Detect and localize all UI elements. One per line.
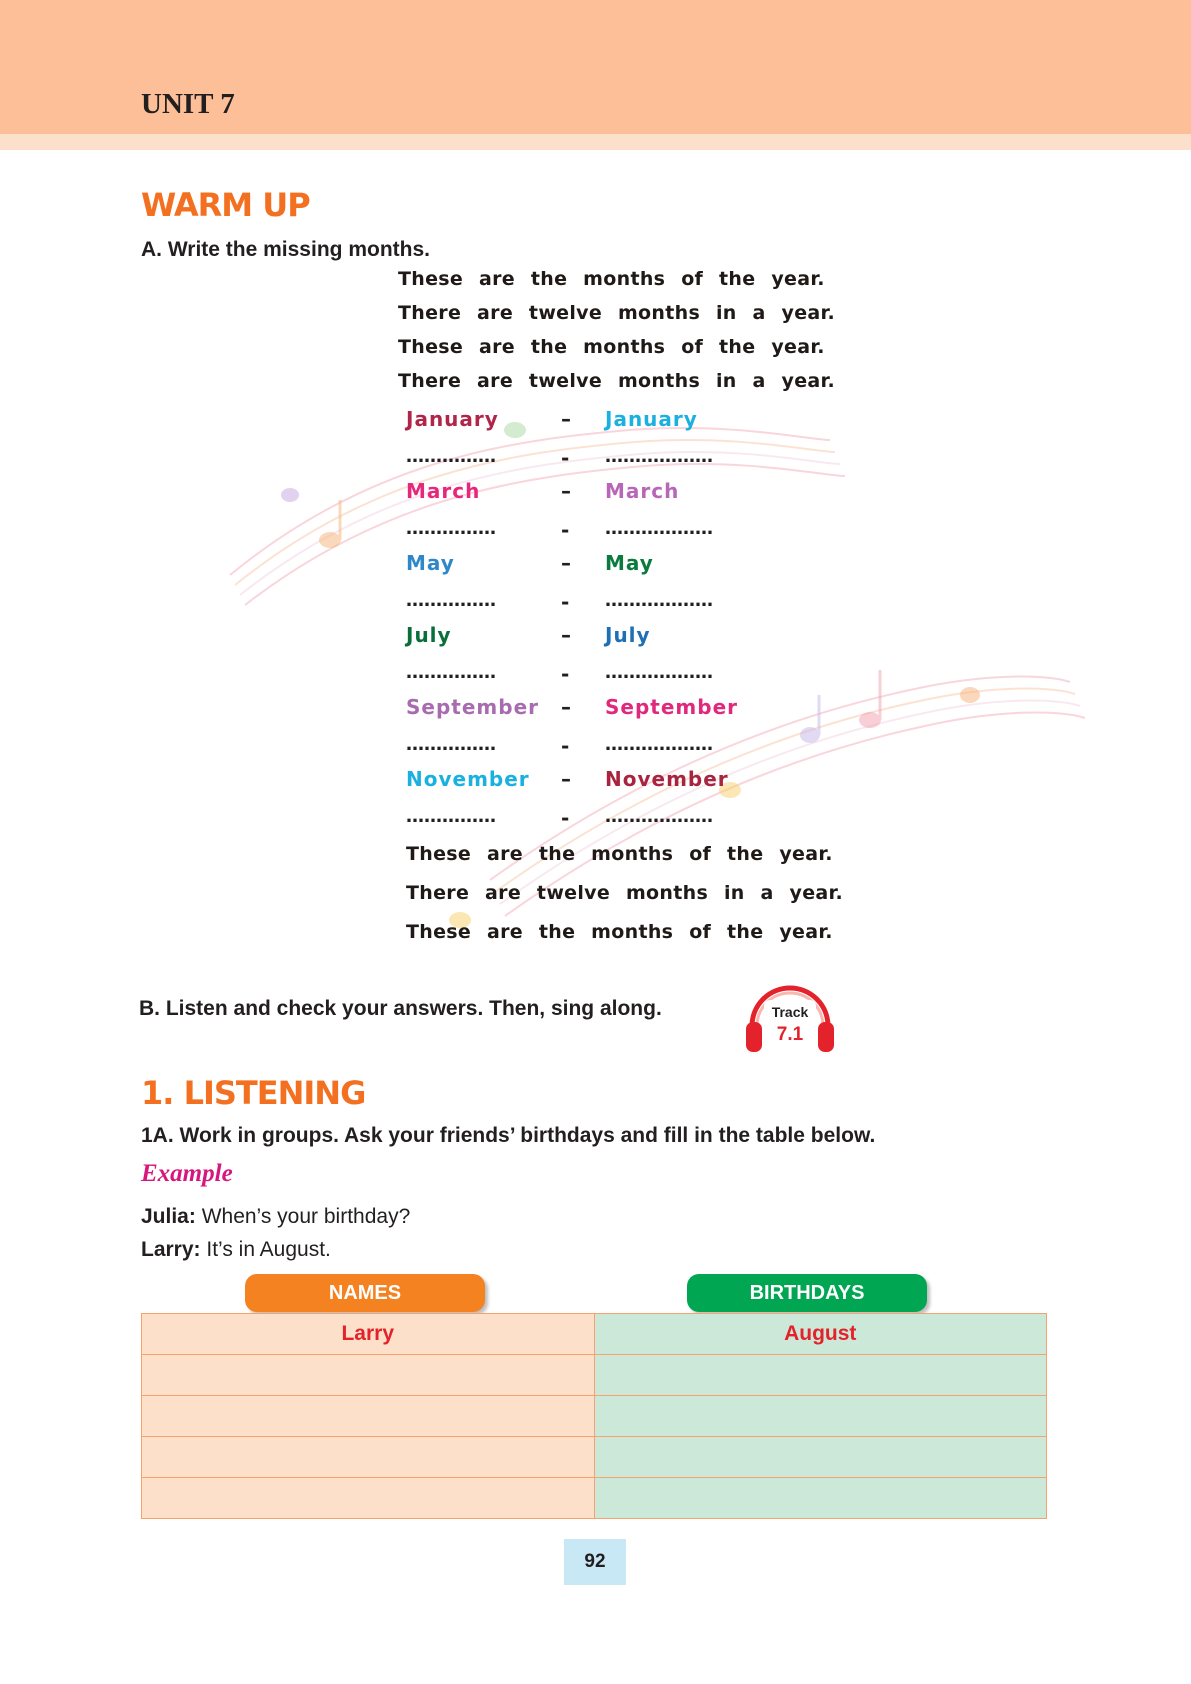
listening-title: 1. LISTENING (141, 1074, 366, 1112)
month-right: September (605, 695, 738, 719)
name-cell[interactable] (142, 1355, 595, 1396)
speaker-name: Larry: (141, 1238, 201, 1261)
blank-left: …………… (406, 662, 496, 683)
table-row (142, 1355, 1047, 1396)
blank-separator: - (561, 662, 570, 686)
month-left: July (406, 623, 452, 647)
blank-separator: - (561, 590, 570, 614)
month-right: January (605, 407, 698, 431)
month-separator: – (561, 479, 571, 503)
month-left: November (406, 767, 530, 791)
song-intro-line: There are twelve months in a year. (398, 370, 836, 392)
month-separator: – (561, 623, 571, 647)
blank-left: …………… (406, 446, 496, 467)
month-left: May (406, 551, 455, 575)
blank-right: ……………… (605, 590, 713, 611)
month-separator: – (561, 407, 571, 431)
birthday-cell[interactable] (594, 1396, 1047, 1437)
dialog-line (141, 1238, 331, 1262)
page-number: 92 (564, 1539, 626, 1585)
birthday-cell[interactable] (594, 1355, 1047, 1396)
month-left: January (406, 407, 499, 431)
track-number: 7.1 (776, 1024, 804, 1045)
birthday-cell: August (594, 1314, 1047, 1355)
example-heading: Example (141, 1160, 233, 1187)
name-cell[interactable] (142, 1396, 595, 1437)
dialog-line (141, 1205, 410, 1229)
song-intro-line: There are twelve months in a year. (398, 302, 836, 324)
month-left: September (406, 695, 539, 719)
song-outro-line: These are the months of the year. (406, 921, 833, 943)
audio-track-badge[interactable] (742, 982, 838, 1054)
blank-right: ……………… (605, 806, 713, 827)
song-intro-line: These are the months of the year. (398, 336, 825, 358)
month-right: March (605, 479, 680, 503)
song-intro-line: These are the months of the year. (398, 268, 825, 290)
table-row (142, 1314, 1047, 1355)
blank-left: …………… (406, 734, 496, 755)
blank-left: …………… (406, 806, 496, 827)
instruction-a: A. Write the missing months. (141, 238, 430, 261)
table-row (142, 1437, 1047, 1478)
speaker-name: Julia: (141, 1205, 196, 1228)
instruction-b: B. Listen and check your answers. Then, sing along. (139, 997, 662, 1020)
song-outro-line: These are the months of the year. (406, 843, 833, 865)
listening-instruction: 1A. Work in groups. Ask your friends’ birthdays and fill in the table below. (141, 1124, 876, 1147)
blank-left: …………… (406, 590, 496, 611)
month-right: November (605, 767, 729, 791)
table-row (142, 1396, 1047, 1437)
name-cell[interactable] (142, 1437, 595, 1478)
month-left: March (406, 479, 481, 503)
month-separator: – (561, 551, 571, 575)
table-row (142, 1478, 1047, 1519)
month-separator: – (561, 695, 571, 719)
dialog-text: It’s in August. (200, 1238, 331, 1261)
birthday-cell[interactable] (594, 1437, 1047, 1478)
birthday-cell[interactable] (594, 1478, 1047, 1519)
track-label: Track (771, 1004, 809, 1020)
name-cell: Larry (142, 1314, 595, 1355)
birthday-table (141, 1313, 1047, 1519)
blank-right: ……………… (605, 446, 713, 467)
warm-up-title: WARM UP (141, 186, 310, 224)
dialog-text: When’s your birthday? (195, 1205, 411, 1228)
birthdays-column-header: BIRTHDAYS (687, 1274, 927, 1312)
blank-separator: - (561, 518, 570, 542)
names-column-header: NAMES (245, 1274, 485, 1312)
blank-separator: - (561, 806, 570, 830)
month-separator: – (561, 767, 571, 791)
month-right: July (605, 623, 651, 647)
blank-right: ……………… (605, 734, 713, 755)
blank-left: …………… (406, 518, 496, 539)
blank-right: ……………… (605, 518, 713, 539)
month-right: May (605, 551, 654, 575)
unit-title: UNIT 7 (141, 88, 235, 120)
song-outro-line: There are twelve months in a year. (406, 882, 844, 904)
name-cell[interactable] (142, 1478, 595, 1519)
blank-separator: - (561, 734, 570, 758)
blank-right: ……………… (605, 662, 713, 683)
blank-separator: - (561, 446, 570, 470)
